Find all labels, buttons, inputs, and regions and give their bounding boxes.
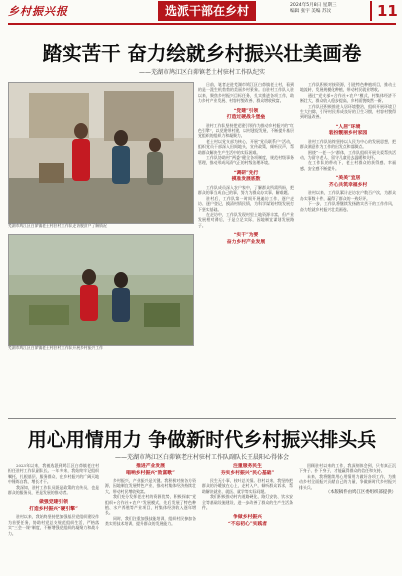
section-heading-text: “调研”先行 摸准发展底数 [231,169,261,183]
paragraph: 我深知，驻村工作队员既是政策的宣传员，也是群众的服务员，更是发展的推动者。 [8,484,99,496]
photo-2-caption: 芜湖市鸠江区白茆镇老土村驻村工作队开展乡村振兴工作 [8,345,103,350]
paragraph: 在走访中，工作队发现村里土地资源丰富，但产业发展相对滞后，于是立足实际，因地制宜谋划发展路子。 [198,211,294,228]
paragraph: 工作队协助村“两委”健全各项制度，规范村级事务管理，推动形成风清气正的村级治理环境。 [198,155,294,166]
date-text: 2024年5月8日 星期三 [290,3,337,8]
section-heading-text: 争做乡村振兴 “不忘初心”实践者 [227,514,268,527]
paragraph: 工作队成员深入农户家中，了解群众所需所盼，把群众的事当成自己的事，努力为群众办实事、解难题。 [198,184,294,196]
article2-column-3 [202,463,293,573]
paragraph: 我们充分发挥老庄村的资源优势，积极探索“党组织+合作社+农户”发展模式，先后发展了特色种植、水产养殖等产业项目，村集体经济收入逐年增长。 [105,494,196,516]
paragraph: 工作队还积极推进人居环境整治，组织开展环境卫生大扫除，引导村民养成良好的卫生习惯，村容村貌得到明显改善。 [300,103,396,120]
paragraph: 乡村振兴，产业振兴是关键。我积极对接各方资源，因地制宜发展特色产业，推动村集体经济持续壮大，带动村民增收致富。 [105,478,196,494]
section-heading [8,499,99,512]
article1-column-2 [198,82,294,416]
section-heading-text: “实干”为要 奋力乡村产业发展 [226,232,266,245]
article1-photo-2 [8,234,194,346]
paragraph: 驻村后，工作队第一时间开展遍访工作，逐户走访、逐户登记，摸清村情民情，为科学谋划村级发展打下坚实基础。 [198,195,294,212]
section-heading [202,463,293,476]
article1-photo-1 [8,82,194,224]
paragraph: 日前，笔者走进芜湖市鸠江区白茆镇老土村，看到的是一派生机勃勃的美丽乡村景象。自驻村工作队入驻以来，聚焦乡村振兴目标任务，扎实推进各项工作，助力乡村产业发展、村容村貌改善、群众增收致富。 [198,82,294,104]
date-line [290,3,337,15]
section-heading [198,108,294,121]
section-heading-text: 注重服务民生 夯实乡村振兴“民心基础” [220,463,275,476]
paragraph: 驻村工作队坚持把党建引领作为推动乡村振兴的“红色引擎”，以党建带村建，以村建促发展，不断提升基层党组织的组织力和凝聚力。 [198,122,294,139]
paragraph: 工作队积极对接资源，引进特色种植项目，推动土地流转，发展规模化种植，带动村民就业增收。 [300,82,396,93]
article2-column-1 [8,463,99,573]
section-heading-text: “美美”宜居 齐心共筑幸福乡村 [328,175,368,188]
top-rule [8,23,396,25]
end-note: （本版稿件由鸠江区委组织部提供） [325,490,396,496]
paragraph: 驻村工作队始终坚持以人民为中心的发展思想，把群众满意作为工作的出发点和落脚点。 [300,138,396,150]
paragraph: 2023年以来，我被选派到鸠江区白茆镇老庄村担任驻村工作队副队长。一年多来，我始终牢记组织嘱托，扎根基层、服务群众，在乡村振兴的广阔天地中锤炼自我、增长才干。 [8,463,99,485]
paragraph: 下一步，工作队将继续发扬踏实苦干的工作作风，奋力绘就乡村振兴壮美画卷。 [300,201,396,212]
section-heading-text: “党建”引领 打造过硬战斗堡垒 [226,107,266,121]
section-heading [300,175,396,188]
article1-subhead: ——芜湖市鸠江区白茆镇老土村驻村工作队纪实 [138,69,265,76]
paragraph: 未来，我将继续用心用情用力做好各项工作，为推动乡村全面振兴贡献自己的力量，争做新时代乡村振兴排头兵。 [299,473,396,490]
article-divider [8,418,396,419]
paragraph: 回顾驻村以来的工作，我深刻体会到，只有真正沉下身子、扑下身子，才能赢得群众的信任和支持。 [299,463,396,474]
page-number: 11 [370,1,398,21]
photo-1-image [9,83,193,223]
paragraph: 通过“党支部+合作社+农户”模式，村集体经济不断壮大，群众收入稳步提高，乡村面貌焕然一新。 [300,92,396,104]
section-heading [198,170,294,183]
article2-column-4 [299,463,396,573]
paragraph: 围绕“一老一小”群体，工作队组织开展关爱帮扶活动，为留守老人、留守儿童送去温暖和关怀。 [300,149,396,161]
article2-subhead: ——芜湖市鸠江区白茆镇老庄村驻村工作队副队长王晨阳心得体会 [114,454,289,461]
section-heading [105,463,196,476]
section-heading [300,124,396,137]
section-heading-text: 做强党建引领 打造乡村振兴“硬引擎” [29,499,78,512]
paragraph: 我们积极推动村内道路硬化、路灯安装、饮水安全等基础设施建设，进一步改善了群众的生产生活条件。 [202,494,293,511]
article2-column-2 [105,463,196,573]
newspaper-logo: 乡村振兴报 [8,5,68,18]
paragraph: 民生无小事，枝叶总关情。驻村以来，我坚持把群众的冷暖放在心上，走村入户，倾听群众诉求，帮助解决就业、就医、就学等实际问题。 [202,478,293,494]
article2-headline: 用心用情用力 争做新时代乡村振兴排头兵 [27,429,377,451]
article1-column-3 [300,82,396,416]
article1-headline: 踏实苦干 奋力绘就乡村振兴壮美画卷 [42,42,362,65]
paragraph: 在工作队的带动下，老土村群众的获得感、幸福感、安全感不断提升。 [300,160,396,171]
paragraph: 同时，我们注重加强技能培训，组织村民参加各类实用技术培训，提升群众的发展能力。 [105,515,196,527]
paragraph: 驻村以来，我始终坚持把加强基层党组织建设作为首要任务，协助村党总支规范组织生活，严格落实“三会一课”制度，不断增强党组织的凝聚力和战斗力。 [8,514,99,536]
paragraph: 驻村以来，工作队累计走访农户数百户次，为群众办实事数十件，赢得了群众的一致好评。 [300,190,396,201]
photo-1-caption: 芜湖市鸠江区白茆镇老土村驻村工作队走访脱贫户了解情况 [8,223,107,228]
section-title: 选派干部在乡村 [158,1,256,21]
photo-2-image [9,235,193,345]
section-heading [198,232,294,245]
section-heading [202,514,293,527]
paragraph: 老土村以党支部为核心，开展“党员联系户”活动，组织党员干部深入田间地头，宣传政策，倾听民声，帮助群众解决生产生活中的实际困难。 [198,138,294,155]
section-heading-text: 推进产业发展 唱响乡村振兴“致富歌” [126,463,175,476]
section-heading-text: “人居”环境 装扮靓丽乡村家园 [328,123,368,137]
editor-text: 编辑 张宇 美编 苏汶 [290,9,332,14]
